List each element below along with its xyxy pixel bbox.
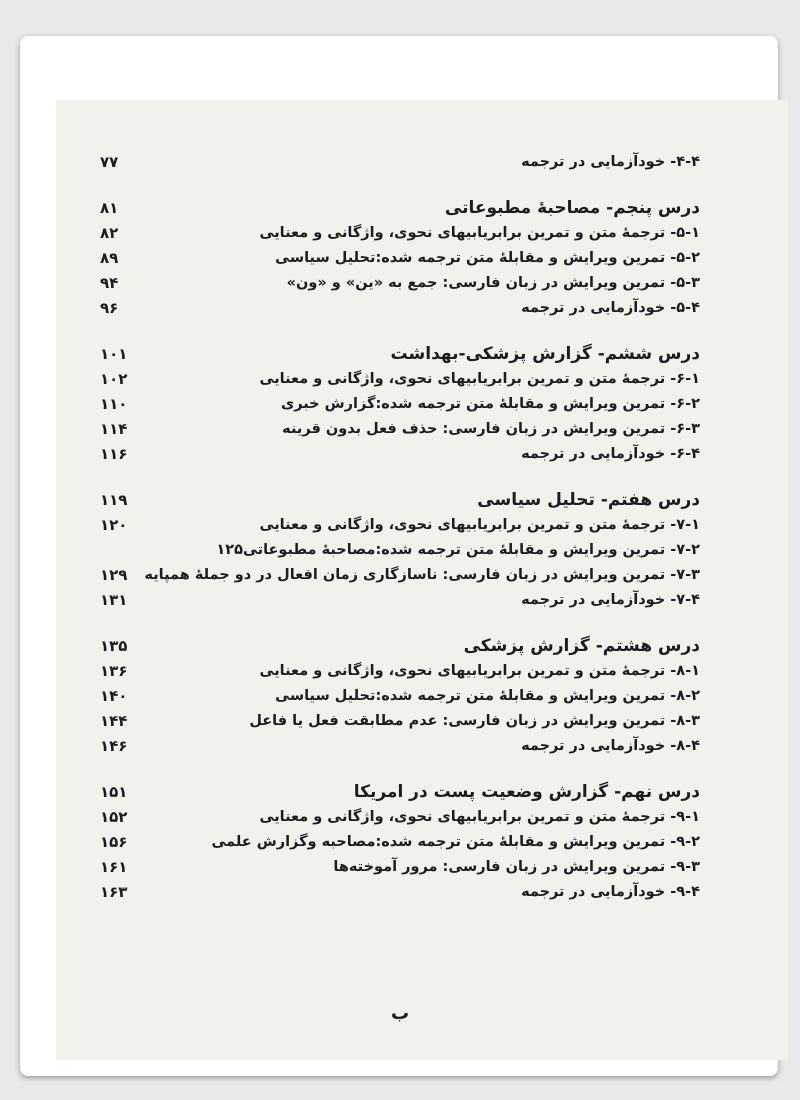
toc-entry — [100, 855, 700, 880]
toc-entry — [100, 734, 700, 759]
toc-entry — [100, 296, 700, 321]
page-number: ۱۱۹ — [100, 491, 128, 509]
page-number: ۱۶۱ — [100, 858, 128, 876]
page-number: ۱۲۹ — [100, 566, 128, 584]
toc-entry-text: ۶-۲- تمرین ویرایش و مقابلهٔ متن ترجمه شده: — [375, 396, 700, 412]
toc-entry-topic: تحلیل سیاسی — [275, 250, 376, 266]
toc-entry-topic: تحلیل سیاسی — [275, 688, 376, 704]
toc-entry-text: ۹-۲- تمرین ویرایش و مقابلهٔ متن ترجمه شده: — [375, 834, 700, 850]
page-number: ۱۱۴ — [100, 420, 128, 438]
toc-entry-text: ۶-۴- خودآزمایی در ترجمه — [521, 446, 700, 462]
toc-entry-text: ۷-۱- ترجمهٔ متن و تمرین برابریابیهای نحوی، واژگانی و معنایی — [259, 517, 700, 533]
toc-entry — [100, 880, 700, 905]
page-number: ۱۶۳ — [100, 883, 128, 901]
toc-entry-text: ۸-۴- خودآزمایی در ترجمه — [521, 738, 700, 754]
toc-entry — [100, 830, 700, 855]
toc-entry-text: ۷-۳- تمرین ویرایش در زبان فارسی: ناسازگاری زمان افعال در دو جملهٔ همپایه — [144, 567, 700, 583]
section-spacer — [100, 613, 700, 634]
section-spacer — [100, 175, 700, 196]
toc-entry-text: ۹-۴- خودآزمایی در ترجمه — [521, 884, 700, 900]
toc-entry — [100, 417, 700, 442]
section-spacer — [100, 467, 700, 488]
toc-entry — [100, 150, 700, 175]
toc-entry-text: ۵-۴- خودآزمایی در ترجمه — [521, 300, 700, 316]
toc-entry — [100, 684, 700, 709]
chapter-title: درس پنجم- مصاحبهٔ مطبوعاتی — [444, 198, 700, 218]
toc-entry-text: ۶-۱- ترجمهٔ متن و تمرین برابریابیهای نحوی، واژگانی و معنایی — [259, 371, 700, 387]
page-number: ۱۵۶ — [100, 833, 128, 851]
toc-entry — [100, 392, 700, 417]
toc-entry-text: ۸-۳- تمرین ویرایش در زبان فارسی: عدم مطابقت فعل یا فاعل — [249, 713, 700, 729]
toc-entry — [100, 709, 700, 734]
toc-entry-text: ۸-۲- تمرین ویرایش و مقابلهٔ متن ترجمه شده: — [375, 688, 700, 704]
toc-entry — [100, 538, 700, 563]
toc-entry-text: ۹-۱- ترجمهٔ متن و تمرین برابریابیهای نحوی، واژگانی و معنایی — [259, 809, 700, 825]
toc-entry-text: ۶-۳- تمرین ویرایش در زبان فارسی: حذف فعل بدون قرینه — [282, 421, 700, 437]
toc-entry — [100, 442, 700, 467]
section-spacer — [100, 321, 700, 342]
page-number: ۱۱۰ — [100, 395, 128, 413]
toc-entry-text: ۷-۲- تمرین ویرایش و مقابلهٔ متن ترجمه شده: — [375, 542, 700, 558]
toc-entry-text: ۵-۱- ترجمهٔ متن و تمرین برابریابیهای نحوی، واژگانی و معنایی — [259, 225, 700, 241]
page-number: ۱۴۰ — [100, 687, 128, 705]
page-number: ۱۵۱ — [100, 783, 128, 801]
page-number: ۱۴۶ — [100, 737, 128, 755]
toc-entry-topic: گزارش خبری — [280, 396, 376, 412]
section-spacer — [100, 759, 700, 780]
chapter-title: درس هفتم- تحلیل سیاسی — [477, 490, 700, 510]
page-number: ۱۳۵ — [100, 637, 128, 655]
toc-entry — [100, 513, 700, 538]
chapter-heading — [100, 196, 700, 221]
page-number: ۸۲ — [100, 224, 119, 242]
page-number: ۸۹ — [100, 249, 119, 267]
chapter-heading — [100, 634, 700, 659]
toc-entry — [100, 659, 700, 684]
chapter-title: درس ششم- گزارش پزشکی-بهداشت — [390, 344, 700, 364]
page-number: ۸۱ — [100, 199, 119, 217]
toc-entry-topic: مصاحبه وگزارش علمی — [211, 834, 376, 850]
page-number: ۱۰۲ — [100, 370, 128, 388]
toc-entry — [100, 367, 700, 392]
page-number: ۱۵۲ — [100, 808, 128, 826]
chapter-heading — [100, 488, 700, 513]
page-number: ۱۳۶ — [100, 662, 128, 680]
toc-entry — [100, 588, 700, 613]
toc-entry — [100, 805, 700, 830]
toc-entry-text: ۸-۱- ترجمهٔ متن و تمرین برابریابیهای نحوی، واژگانی و معنایی — [259, 663, 700, 679]
page-footer-letter: ب — [390, 1003, 410, 1024]
page-number: ۱۰۱ — [100, 345, 128, 363]
page-number: ۱۱۶ — [100, 445, 128, 463]
page-number: ۱۳۱ — [100, 591, 128, 609]
toc-entry — [100, 246, 700, 271]
chapter-title: درس نهم- گزارش وضعیت پست در امریکا — [353, 782, 700, 802]
toc-entry-text: ۹-۳- تمرین ویرایش در زبان فارسی: مرور آموخته‌ها — [333, 859, 700, 875]
chapter-heading — [100, 342, 700, 367]
page-number: ۹۴ — [100, 274, 119, 292]
toc-entry — [100, 563, 700, 588]
page-number: ۱۲۰ — [100, 516, 128, 534]
toc-entry — [100, 271, 700, 296]
toc-entry-text: ۵-۳- تمرین ویرایش در زبان فارسی: جمع به «ین» و «ون» — [286, 275, 700, 291]
page-number: ۱۴۴ — [100, 712, 128, 730]
toc-entry-topic: مصاحبهٔ مطبوعاتی۱۲۵ — [216, 542, 376, 558]
chapter-title: درس هشتم- گزارش پزشکی — [463, 636, 700, 656]
toc-entry — [100, 221, 700, 246]
toc-entry-text: ۷-۴- خودآزمایی در ترجمه — [521, 592, 700, 608]
toc-entry-text: ۵-۲- تمرین ویرایش و مقابلهٔ متن ترجمه شده: — [375, 250, 700, 266]
page-number: ۷۷ — [100, 153, 119, 171]
table-of-contents — [100, 150, 700, 905]
page-number: ۹۶ — [100, 299, 119, 317]
toc-entry-text: ۴-۴- خودآزمایی در ترجمه — [521, 154, 700, 170]
chapter-heading — [100, 780, 700, 805]
